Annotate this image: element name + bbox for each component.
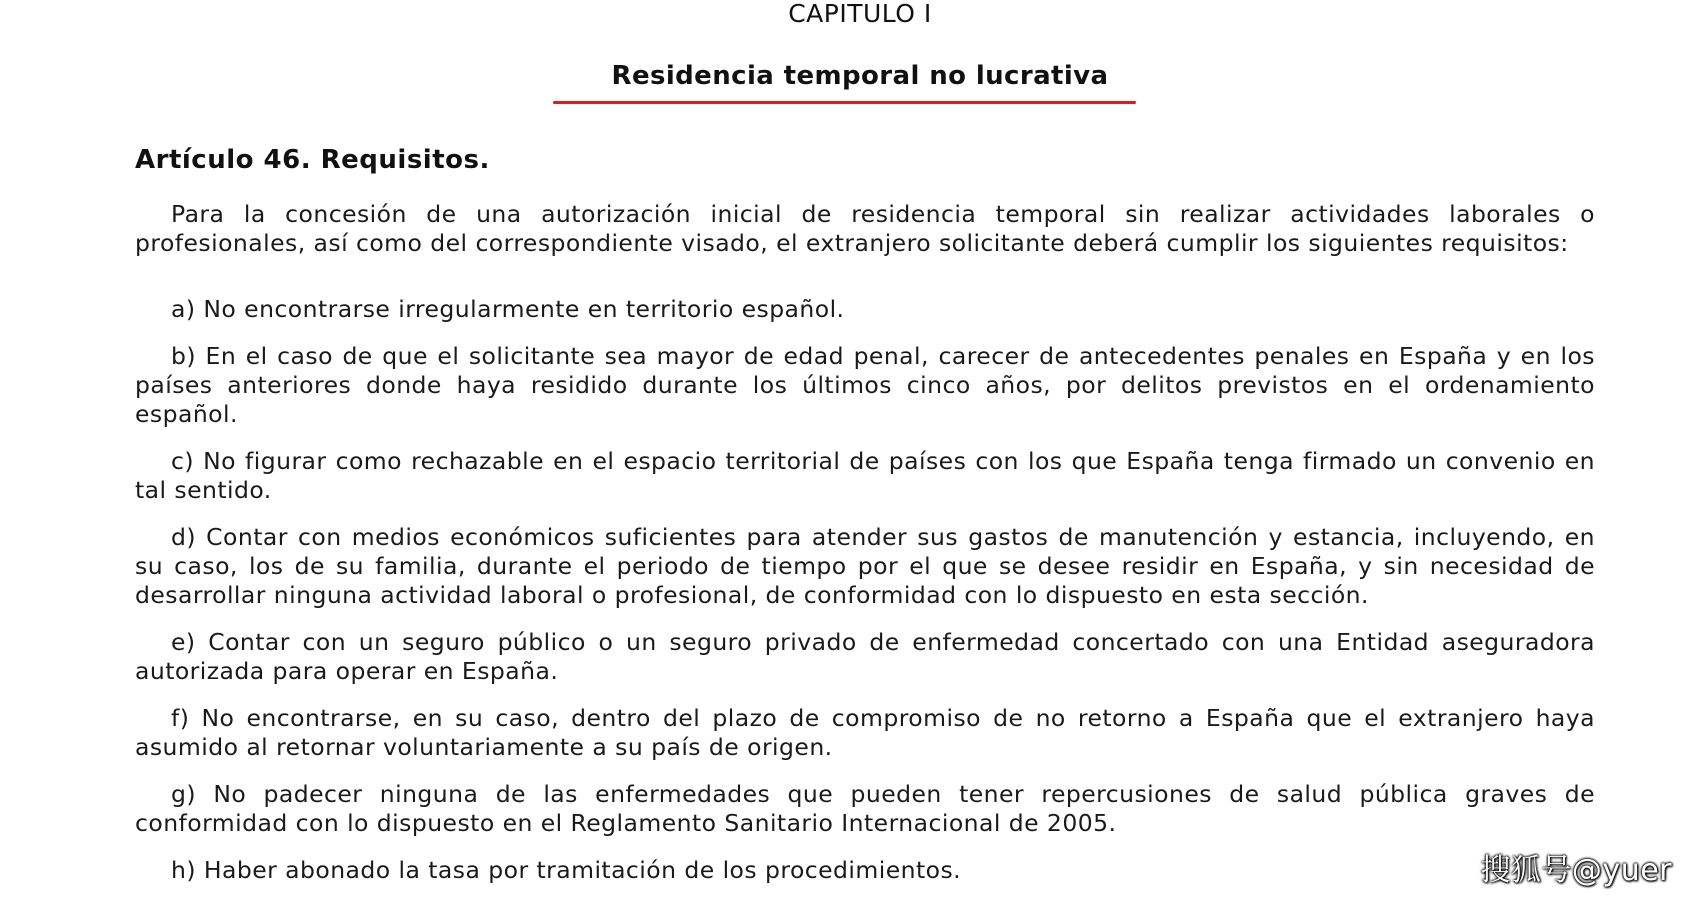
- requirement-item-h: h) Haber abonado la tasa por tramitación de los procedimientos.: [171, 856, 962, 884]
- requirement-item-e: e) Contar con un seguro público o un seguro privado de enfermedad concertado con una Entidad aseguradora autorizada para operar en España.: [135, 628, 1595, 685]
- article-body: [135, 200, 1595, 903]
- intro-paragraph: Para la concesión de una autorización inicial de residencia temporal sin realizar actividades laborales o profesionales, así como del correspondiente visado, el extranjero solicitante deberá cumplir los siguientes requisitos:: [135, 200, 1595, 257]
- chapter-label: CAPITULO I: [788, 0, 932, 28]
- requirement-item-g: g) No padecer ninguna de las enfermedades que pueden tener repercusiones de salud pública graves de conformidad con lo dispuesto en el Reglamento Sanitario Internacional de 2005.: [135, 780, 1595, 837]
- requirement-item-f: f) No encontrarse, en su caso, dentro del plazo de compromiso de no retorno a España que el extranjero haya asumido al retornar voluntariamente a su país de origen.: [135, 704, 1595, 761]
- requirement-item-a: a) No encontrarse irregularmente en territorio español.: [171, 295, 845, 323]
- watermark: 搜狐号@yuer: [1480, 853, 1672, 888]
- requirement-item-d: d) Contar con medios económicos suficientes para atender sus gastos de manutención y estancia, incluyendo, en su caso, los de su familia, durante el periodo de tiempo por el que se desee residir en España, y sin necesidad de desarrollar ninguna actividad laboral o profesional, de conformidad con lo dispuesto en esta sección.: [135, 523, 1595, 609]
- requirement-item-c: c) No figurar como rechazable en el espacio territorial de países con los que España tenga firmado un convenio en tal sentido.: [135, 447, 1595, 504]
- requirement-item-b: b) En el caso de que el solicitante sea mayor de edad penal, carecer de antecedentes penales en España y en los países anteriores donde haya residido durante los últimos cinco años, por delitos previstos en el ordenamiento español.: [135, 342, 1595, 428]
- section-title: Residencia temporal no lucrativa: [611, 61, 1109, 91]
- article-heading: Artículo 46. Requisitos.: [135, 145, 490, 175]
- title-underline: [553, 101, 1136, 104]
